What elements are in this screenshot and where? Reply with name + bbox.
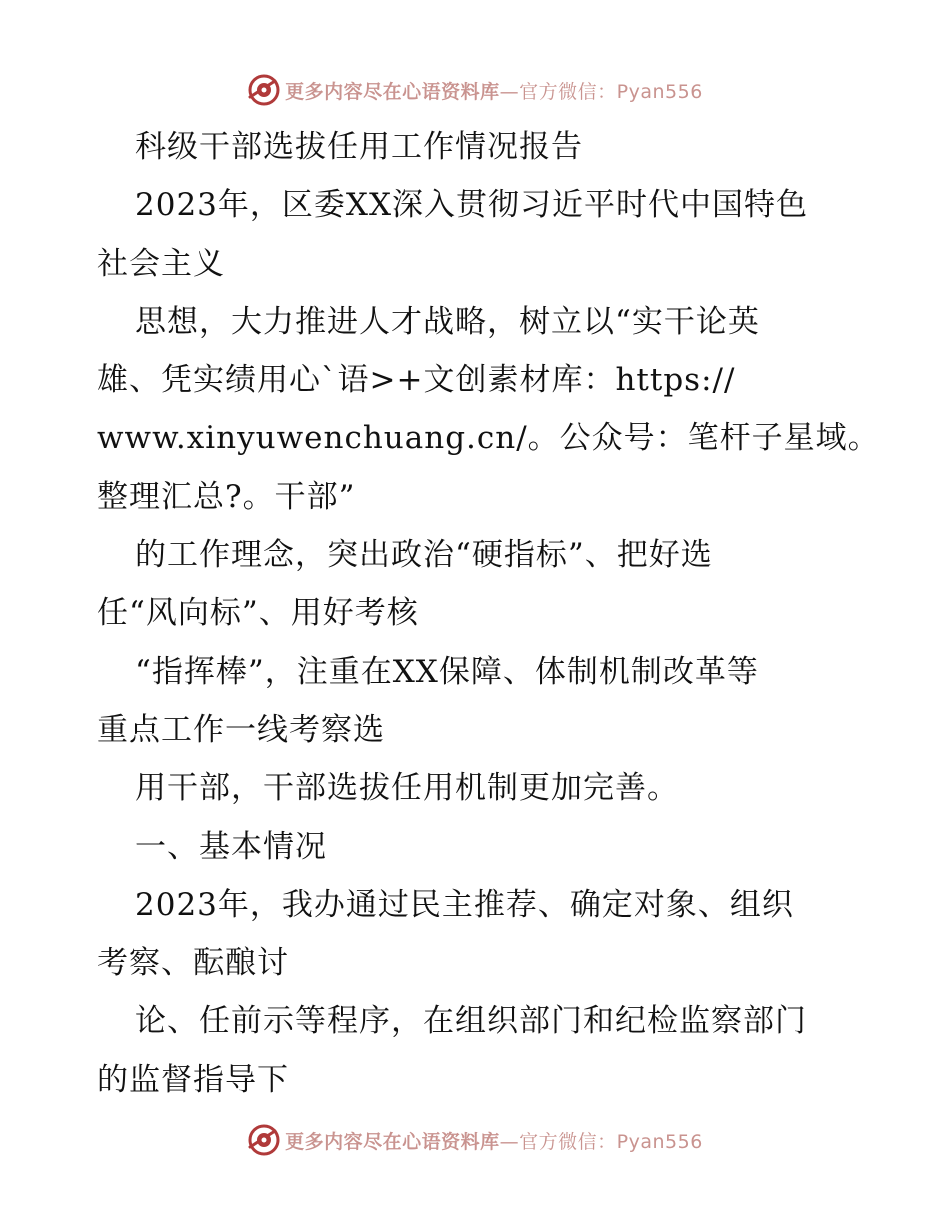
banner-wechat: —官方微信：Pyan556 [499, 1130, 703, 1153]
paragraph-line: 2023年，区委XX深入贯彻习近平时代中国特色 [135, 187, 809, 224]
banner-brand: 更多内容尽在心语资料库 [285, 1130, 500, 1153]
paragraph-line: 论、任前示等程序，在组织部门和纪检监察部门 [135, 1003, 807, 1040]
xinyu-logo-icon [247, 1123, 281, 1157]
banner-brand: 更多内容尽在心语资料库 [285, 80, 500, 103]
paragraph-line: 2023年，我办通过民主推荐、确定对象、组织 [135, 886, 794, 923]
paragraph-line: 的监督指导下 [97, 1061, 289, 1098]
xinyu-logo-icon [247, 73, 281, 107]
paragraph-line: 整理汇总?。干部” [97, 478, 356, 515]
section-heading: 一、基本情况 [135, 828, 327, 865]
paragraph-line: 雄、凭实绩用心`语>+文创素材库：https:// [97, 362, 736, 399]
banner-text [285, 77, 703, 104]
banner-text [285, 1127, 703, 1154]
paragraph-line: 重点工作一线考察选 [97, 711, 385, 748]
header-banner [0, 70, 950, 110]
banner-wechat: —官方微信：Pyan556 [499, 80, 703, 103]
paragraph-line: 用干部，干部选拔任用机制更加完善。 [135, 770, 679, 807]
paragraph-line: 思想，大力推进人才战略，树立以“实干论英 [135, 303, 760, 340]
paragraph-line: 社会主义 [97, 245, 225, 282]
paragraph-line: 任“风向标”、用好考核 [97, 595, 419, 632]
footer-banner [0, 1120, 950, 1160]
paragraph-line: 考察、酝酿讨 [97, 945, 289, 982]
document-title: 科级干部选拔任用工作情况报告 [135, 129, 583, 165]
paragraph-line: “指挥棒”，注重在XX保障、体制机制改革等 [135, 653, 759, 690]
paragraph-line: www.xinyuwenchuang.cn/。公众号：笔杆子星域。 [97, 420, 880, 457]
document-body [97, 118, 880, 1109]
paragraph-line: 的工作理念，突出政治“硬指标”、把好选 [135, 537, 713, 574]
